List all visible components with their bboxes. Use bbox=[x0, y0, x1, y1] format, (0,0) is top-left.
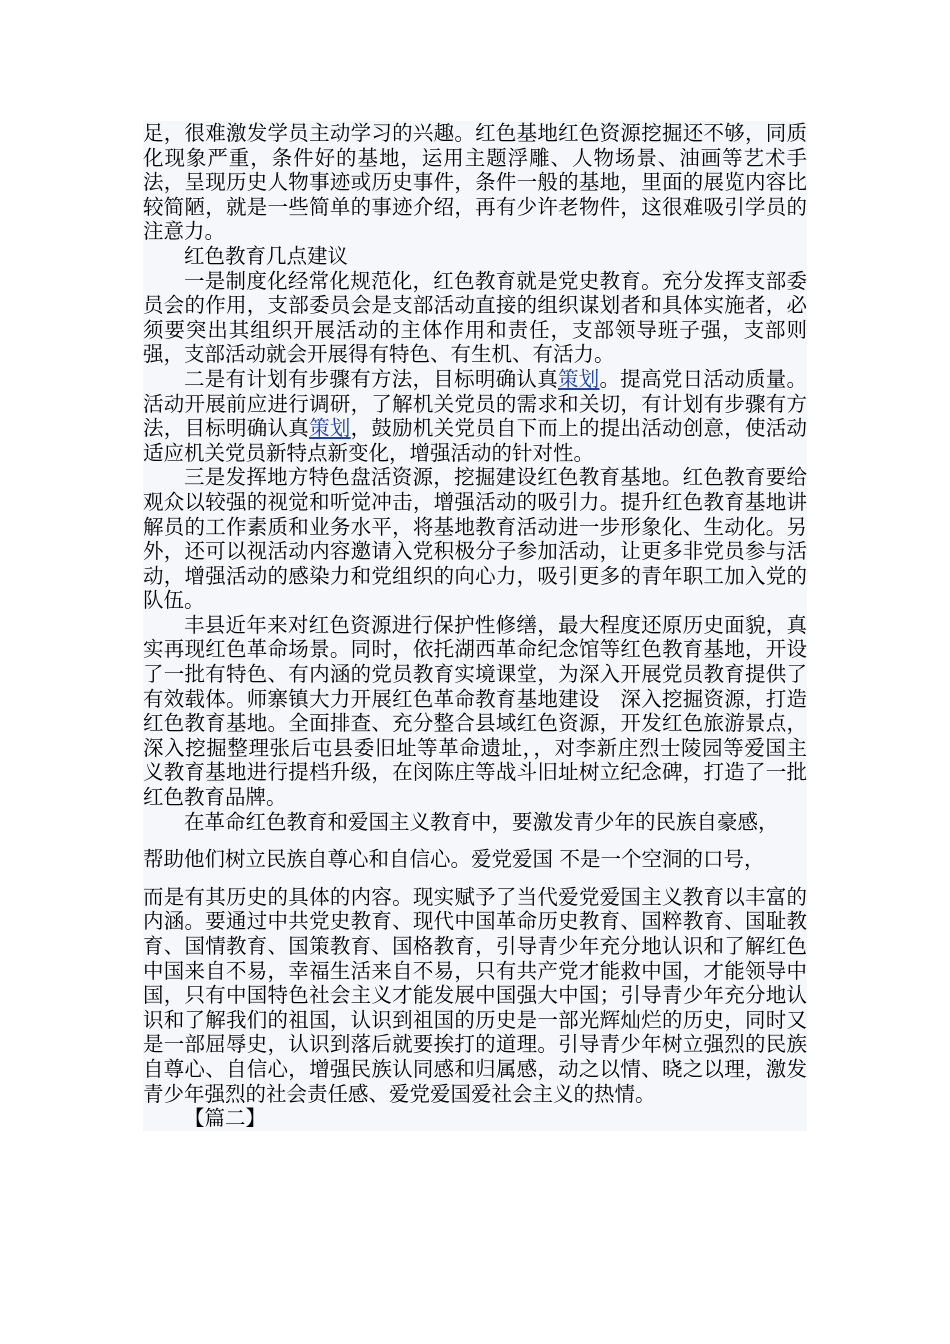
planning-link[interactable]: 策划 bbox=[309, 416, 351, 441]
planning-link[interactable]: 策划 bbox=[557, 366, 600, 391]
paragraph-text: ，鼓励机关党员自下而上的提出活动创意，使活动适应机关党员新特点新变化，增强活动的针对性。 bbox=[143, 416, 808, 465]
line-gap bbox=[143, 872, 807, 885]
part-two-heading: 【篇二】 bbox=[184, 1106, 266, 1131]
paragraph-text: 二是有计划有步骤有方法，目标明确认真 bbox=[184, 366, 558, 391]
paragraph-text: 。提高党日活动质量。活动开展前应进行调研，了解机关党员的需求和关切，有计划有步骤有方法，目标明确认真 bbox=[143, 366, 808, 441]
paragraph-patriotic-3: 而是有其历史的具体的内容。现实赋予了当代爱党爱国主义教育以丰富的内涵。要通过中共党史教育、现代中国革命历史教育、国粹教育、国耻教育、国情教育、国策教育、国格教育，引导青少年充分地认识和了解红色中国来自不易，幸福生活来自不易，只有共产党才能救中国，才能领导中国，只有中国特色社会主义才能发展中国强大中国；引导青少年充分地认识和了解我们的祖国，认识到祖国的历史是一部光辉灿烂的历史，同时又是一部屈辱史，认识到落后就要挨打的道理。引导青少年树立强烈的民族自尊心、自信心，增强民族认同感和归属感，动之以情、晓之以理，激发青少年强烈的社会责任感、爱党爱国爱社会主义的热情。 bbox=[143, 884, 807, 1106]
paragraph-suggestion-3: 三是发挥地方特色盘活资源，挖掘建设红色教育基地。红色教育要给观众以较强的视觉和听觉冲击，增强活动的吸引力。提升红色教育基地讲解员的工作素质和业务水平，将基地教育活动进一步形象化、生动化。另外，还可以视活动内容邀请入党积极分子参加活动，让更多非党员参与活动，增强活动的感染力和党组织的向心力，吸引更多的青年职工加入党的队伍。 bbox=[143, 465, 807, 613]
paragraph-patriotic-2: 帮助他们树立民族自尊心和自信心。爱党爱国 不是一个空洞的口号， bbox=[143, 847, 765, 872]
article-body bbox=[143, 121, 807, 1131]
paragraph-suggestion-2 bbox=[143, 367, 807, 465]
paragraph-intro-continued: 足，很难激发学员主动学习的兴趣。红色基地红色资源挖掘还不够，同质化现象严重，条件好的基地，运用主题浮雕、人物场景、油画等艺术手法，呈现历史人物事迹或历史事件，条件一般的基地，里面的展览内容比较简陋，就是一些简单的事迹介绍，再有少许老物件，这很难吸引学员的注意力。 bbox=[143, 121, 807, 244]
paragraph-fengxian: 丰县近年来对红色资源进行保护性修缮，最大程度还原历史面貌，真实再现红色革命场景。同时，依托湖西革命纪念馆等红色教育基地，开设了一批有特色、有内涵的党员教育实境课堂，为深入开展党员教育提供了有效载体。师寨镇大力开展红色革命教育基地建设 深入挖掘资源，打造红色教育基地。全面排查、充分整合县域红色资源，开发红色旅游景点，深入挖掘整理张后屯县委旧址等革命遗址，，对李新庄烈士陵园等爱国主义教育基地进行提档升级，在闵陈庄等战斗旧址树立纪念碑，打造了一批红色教育品牌。 bbox=[143, 612, 807, 810]
paragraph-suggestion-1: 一是制度化经常化规范化，红色教育就是党史教育。充分发挥支部委员会的作用，支部委员会是支部活动直接的组织谋划者和具体实施者，必须要突出其组织开展活动的主体作用和责任，支部领导班子强，支部则强，支部活动就会开展得有特色、有生机、有活力。 bbox=[143, 268, 807, 367]
line-gap bbox=[143, 834, 807, 847]
paragraph-patriotic-1: 在革命红色教育和爱国主义教育中，要激发青少年的民族自豪感， bbox=[184, 809, 779, 834]
section-heading: 红色教育几点建议 bbox=[184, 243, 348, 268]
